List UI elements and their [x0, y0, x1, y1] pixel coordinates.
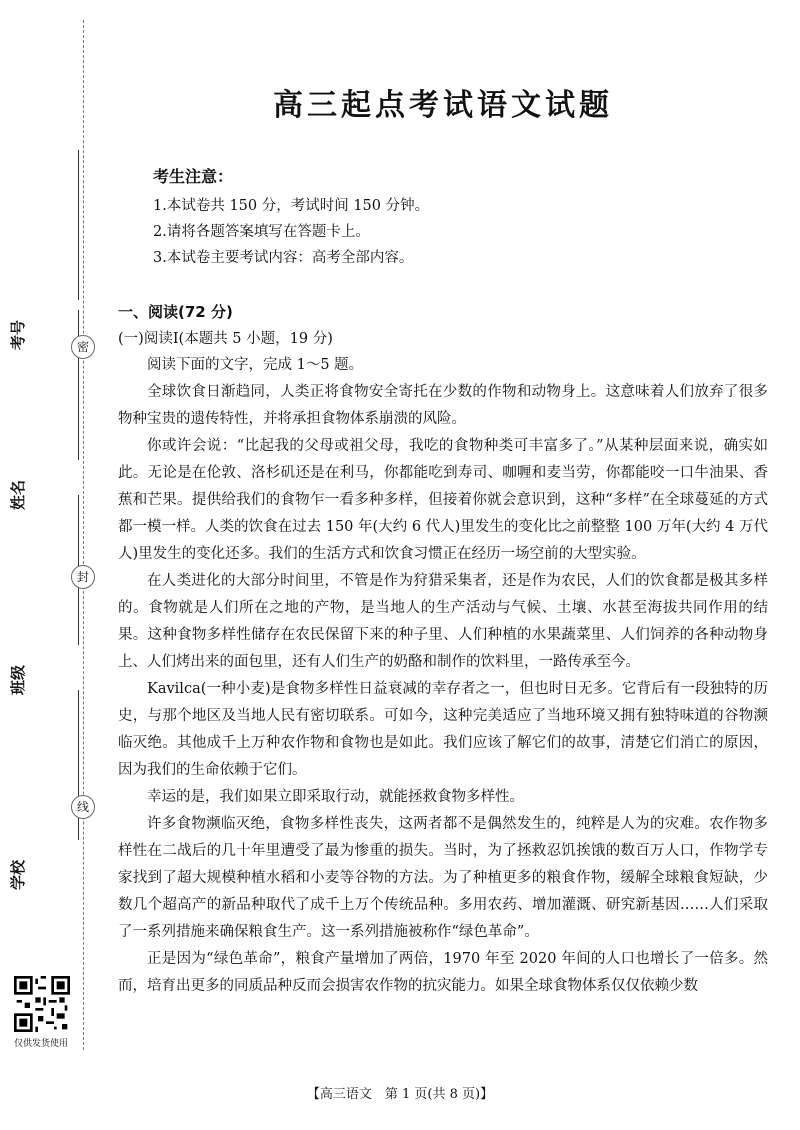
qr-caption: 仅供发货使用 — [14, 1039, 69, 1049]
qr-code-icon — [14, 976, 70, 1032]
notice-item: 2.请将各题答案填写在答题卡上。 — [153, 224, 370, 240]
notice-heading: 考生注意： — [153, 167, 234, 186]
field-school — [9, 690, 60, 890]
reading-paragraph: 全球饮食日渐趋同，人类正将食物安全寄托在少数的作物和动物身上。这意味着人们放弃了很多物种宝贵的遗传特性，并将承担食物体系崩溃的风险。 — [118, 384, 768, 427]
binding-dashed-line — [83, 20, 84, 1050]
page-footer: 【高三语文 第 1 页(共 8 页)】 — [306, 1087, 494, 1102]
field-label: 考号 — [9, 319, 27, 350]
notice-item: 3.本试卷主要考试内容：高考全部内容。 — [153, 250, 414, 266]
reading-instruction: 阅读下面的文字，完成 1～5 题。 — [147, 357, 364, 373]
reading-paragraph: 在人类进化的大部分时间里，不管是作为狩猎采集者，还是作为农民，人们的饮食都是极其多样的。食物就是人们所在之地的产物，是当地人的生产活动与气候、土壤、水甚至海拔共同作用的结果。这种食物多样性储存在农民保留下来的种子里、人们种植的水果蔬菜里、人们饲养的各种动物身上、人们烤出来的面包里，还有人们生产的奶酪和制作的饮料里，一路传承至今。 — [118, 573, 768, 670]
exam-content — [118, 80, 768, 1000]
reading-paragraph: 许多食物濒临灭绝，食物多样性丧失，这两者都不是偶然发生的，纯粹是人为的灾难。农作物多样性在二战后的几十年里遭受了最为惨重的损失。当时，为了拯救忍饥挨饿的数百万人口，作物学专家找到了超大规模种植水稻和小麦等谷物的方法。为了种植更多的粮食作物，缓解全球粮食短缺，少数几个超高产的新品种取代了成千上万个传统品种。多用农药、增加灌溉、研究新基因……人们采取了一系列措施来确保粮食生产。这一系列措施被称作“绿色革命”。 — [118, 816, 768, 940]
exam-title: 高三起点考试语文试题 — [273, 88, 613, 123]
field-label: 姓名 — [9, 479, 27, 510]
field-label: 班级 — [9, 664, 27, 695]
reading-paragraph: Kavilca(一种小麦)是食物多样性日益衰减的幸存者之一，但也时日无多。它背后有一段独特的历史，与那个地区及当地人民有密切联系。可如今，这种完美适应了当地环境又拥有独特味道的谷物濒临灭绝。其他成千上万种农作物和食物也是如此。我们应该了解它们的故事，清楚它们消亡的原因，因为我们的生命依赖于它们。 — [118, 681, 768, 778]
field-class — [9, 495, 60, 695]
qr-code — [14, 976, 74, 1049]
reading-paragraph: 正是因为“绿色革命”，粮食产量增加了两倍，1970 年至 2020 年间的人口也增长了一倍多。然而，培育出更多的同质品种反而会损害农作物的抗灾能力。如果全球食物体系仅仅依赖少数 — [118, 951, 768, 994]
field-label: 学校 — [9, 859, 27, 890]
seal-char-xian: 线 — [71, 795, 95, 819]
section-title: 一、阅读(72 分) — [118, 303, 233, 321]
fill-line — [78, 310, 79, 460]
subsection-title: (一)阅读Ⅰ(本题共 5 小题，19 分) — [118, 331, 333, 347]
seal-char-mi: 密 — [71, 335, 95, 359]
seal-char-feng: 封 — [71, 565, 95, 589]
notice-block — [153, 164, 768, 271]
notice-item: 1.本试卷共 150 分，考试时间 150 分钟。 — [153, 198, 430, 214]
reading-paragraph: 你或许会说：“比起我的父母或祖父母，我吃的食物种类可丰富多了。”从某种层面来说，确实如此。无论是在伦敦、洛杉矶还是在利马，你都能吃到寿司、咖喱和麦当劳，你都能咬一口牛油果、香蕉和芒果。提供给我们的食物乍一看多种多样，但接着你就会意识到，这种“多样”在全球蔓延的方式都一模一样。人类的饮食在过去 150 年(大约 6 代人)里发生的变化比之前整整 100 万年(大约 4 万代人)里发生的变化还多。我们的生活方式和饮食习惯正在经历一场空前的大型实验。 — [118, 438, 768, 562]
reading-paragraph: 幸运的是，我们如果立即采取行动，就能拯救食物多样性。 — [147, 789, 524, 805]
fill-line — [78, 150, 79, 300]
